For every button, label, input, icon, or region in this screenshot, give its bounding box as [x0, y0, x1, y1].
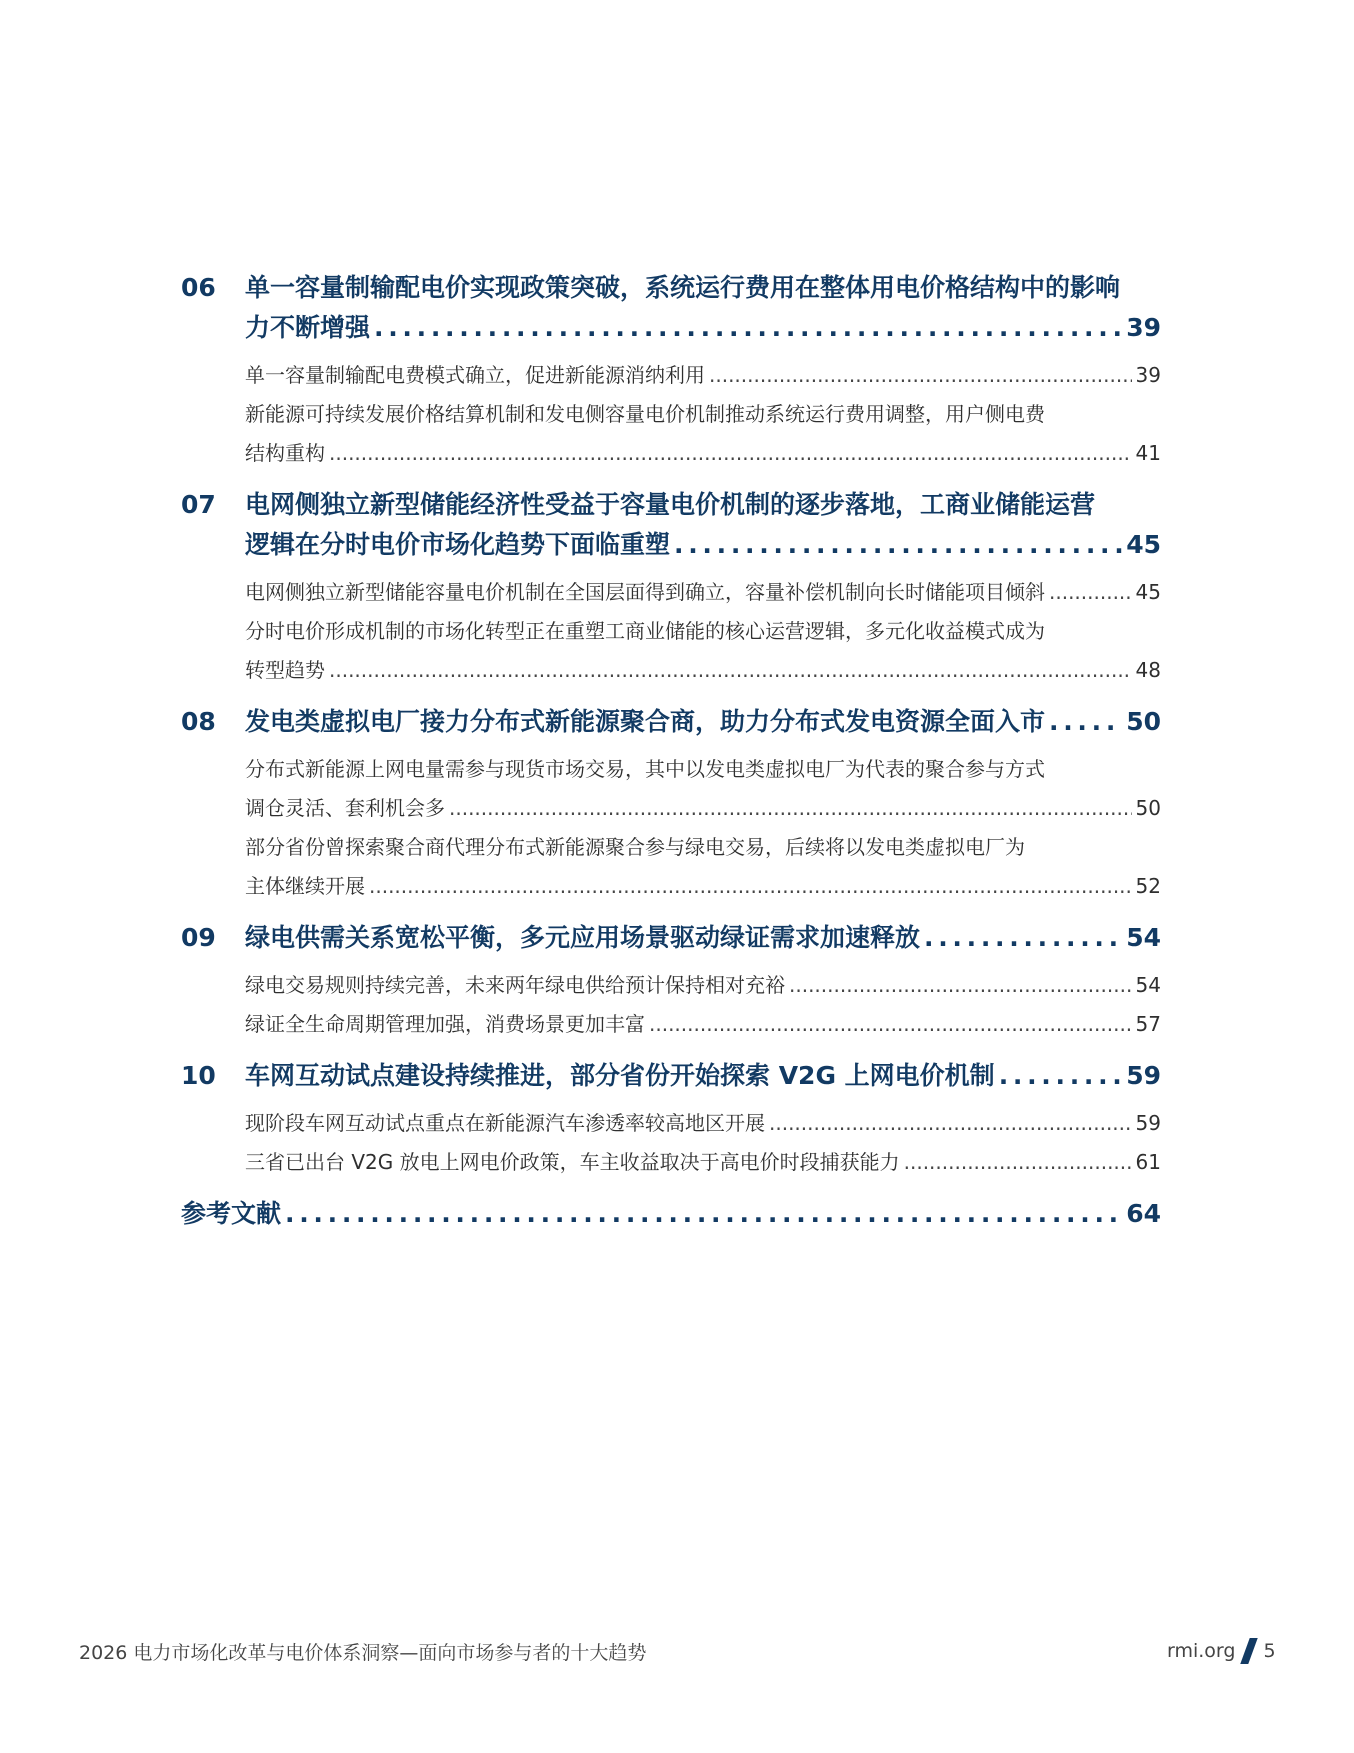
page-number[interactable]: 41	[1135, 441, 1161, 465]
section-title[interactable]: 绿证全生命周期管理加强，消费场景更加丰富	[245, 1012, 645, 1036]
section-title[interactable]: 现阶段车网互动试点重点在新能源汽车渗透率较高地区开展	[245, 1111, 765, 1135]
page-number[interactable]: 64	[1126, 1199, 1161, 1228]
footer-site-link[interactable]: rmi.org	[1167, 1640, 1236, 1662]
page-number[interactable]: 59	[1135, 1111, 1161, 1135]
toc-chapter	[181, 702, 1161, 906]
section-title[interactable]: 结构重构	[245, 441, 325, 465]
toc-chapter	[181, 1056, 1161, 1182]
dot-leader	[1049, 702, 1122, 742]
section-title[interactable]: 部分省份曾探索聚合商代理分布式新能源聚合参与绿电交易，后续将以发电类虚拟电厂为	[245, 835, 1025, 859]
toc-chapter	[181, 918, 1161, 1044]
dot-leader	[369, 867, 1132, 906]
chapter-title[interactable]: 车网互动试点建设持续推进，部分省份开始探索 V2G 上网电价机制	[245, 1061, 995, 1090]
section-title[interactable]: 电网侧独立新型储能容量电价机制在全国层面得到确立，容量补偿机制向长时储能项目倾斜	[245, 580, 1045, 604]
page-number[interactable]: 39	[1135, 363, 1161, 387]
dot-leader	[1049, 573, 1132, 612]
dot-leader	[789, 966, 1132, 1005]
dot-leader	[329, 434, 1132, 473]
dot-leader	[329, 651, 1132, 690]
page-number[interactable]: 52	[1135, 874, 1161, 898]
dot-leader	[374, 308, 1122, 348]
page-number[interactable]: 57	[1135, 1012, 1161, 1036]
chapter-title[interactable]: 电网侧独立新型储能经济性受益于容量电价机制的逐步落地，工商业储能运营	[245, 490, 1096, 519]
dot-leader	[999, 1056, 1123, 1096]
toc-chapter	[181, 485, 1161, 690]
footer-page-number: 5	[1263, 1640, 1276, 1662]
page-number[interactable]: 54	[1126, 923, 1161, 952]
toc-chapter	[181, 268, 1161, 473]
section-title[interactable]: 分时电价形成机制的市场化转型正在重塑工商业储能的核心运营逻辑，多元化收益模式成为	[245, 619, 1045, 643]
chapter-title[interactable]: 绿电供需关系宽松平衡，多元应用场景驱动绿证需求加速释放	[245, 923, 921, 952]
chapter-number: 09	[181, 923, 216, 952]
chapter-number: 10	[181, 1061, 216, 1090]
chapter-title[interactable]: 发电类虚拟电厂接力分布式新能源聚合商，助力分布式发电资源全面入市	[245, 707, 1046, 736]
page-number[interactable]: 59	[1126, 1061, 1161, 1090]
section-title[interactable]: 新能源可持续发展价格结算机制和发电侧容量电价机制推动系统运行费用调整，用户侧电费	[245, 402, 1045, 426]
page-number[interactable]: 61	[1135, 1150, 1161, 1174]
page-number[interactable]: 50	[1126, 707, 1161, 736]
dot-leader	[285, 1194, 1122, 1234]
page-number[interactable]: 45	[1126, 530, 1161, 559]
chapter-title[interactable]: 力不断增强	[245, 313, 371, 342]
dot-leader	[449, 789, 1132, 828]
dot-leader	[674, 525, 1122, 565]
dot-leader	[709, 356, 1132, 395]
toc-references[interactable]	[181, 1194, 1161, 1234]
chapter-number: 07	[181, 490, 216, 519]
section-title[interactable]: 分布式新能源上网电量需参与现货市场交易，其中以发电类虚拟电厂为代表的聚合参与方式	[245, 757, 1045, 781]
page-number[interactable]: 54	[1135, 973, 1161, 997]
chapter-title[interactable]: 单一容量制输配电价实现政策突破，系统运行费用在整体用电价格结构中的影响	[245, 273, 1121, 302]
section-title[interactable]: 三省已出台 V2G 放电上网电价政策，车主收益取决于高电价时段捕获能力	[245, 1150, 900, 1174]
chapter-number: 08	[181, 707, 216, 736]
footer-report-title: 2026 电力市场化改革与电价体系洞察—面向市场参与者的十大趋势	[79, 1642, 647, 1664]
section-title[interactable]: 调仓灵活、套利机会多	[245, 796, 445, 820]
page-number[interactable]: 50	[1135, 796, 1161, 820]
section-title[interactable]: 转型趋势	[245, 658, 325, 682]
dot-leader	[924, 918, 1122, 958]
section-title[interactable]: 单一容量制输配电费模式确立，促进新能源消纳利用	[245, 363, 705, 387]
chapter-number: 06	[181, 273, 216, 302]
dot-leader	[649, 1005, 1132, 1044]
section-title[interactable]: 主体继续开展	[245, 874, 365, 898]
references-title[interactable]: 参考文献	[181, 1199, 282, 1228]
chapter-title[interactable]: 逻辑在分时电价市场化趋势下面临重塑	[245, 530, 671, 559]
page-number[interactable]: 48	[1135, 658, 1161, 682]
slash-icon	[1241, 1638, 1258, 1664]
dot-leader	[769, 1104, 1132, 1143]
dot-leader	[904, 1143, 1132, 1182]
page-number[interactable]: 45	[1135, 580, 1161, 604]
footer-branding	[1167, 1638, 1276, 1664]
section-title[interactable]: 绿电交易规则持续完善，未来两年绿电供给预计保持相对充裕	[245, 973, 785, 997]
table-of-contents	[181, 268, 1161, 1234]
page-number[interactable]: 39	[1126, 313, 1161, 342]
